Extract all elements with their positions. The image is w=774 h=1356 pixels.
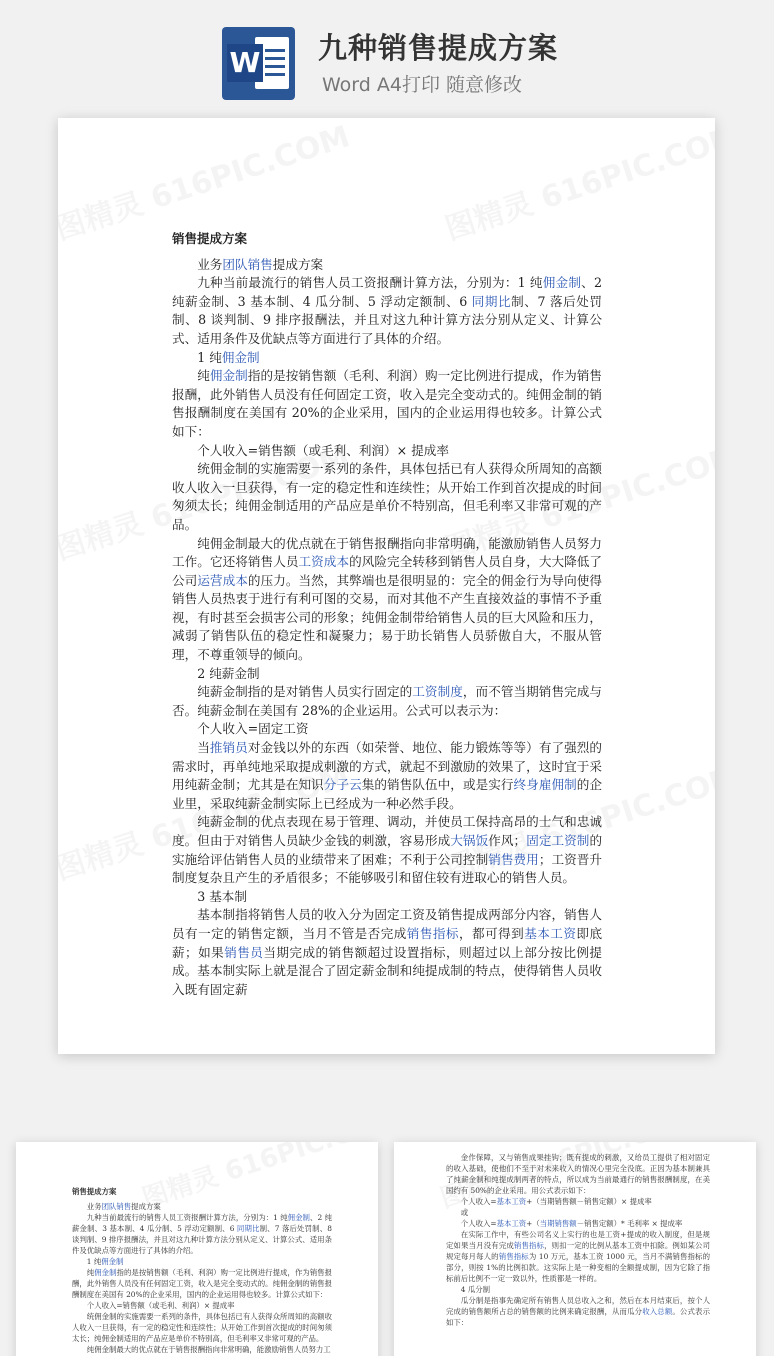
thumbnail-paragraphs <box>446 1152 710 1328</box>
paragraph-text: 纯薪金制的优点表现在易于管理、调动，并使员工保持高昂的士气和忠诚度。但由于对销售人员缺少金钱的刺激，容易形成 <box>172 814 602 848</box>
keyword-link[interactable]: 收入总额 <box>642 1307 673 1316</box>
paragraph <box>446 1295 710 1328</box>
document-body <box>172 230 602 999</box>
keyword-link[interactable]: 同期比 <box>471 293 512 309</box>
paragraph-text: 集的销售队伍中，或是实行 <box>361 777 514 793</box>
paragraph-text: －销售定额）* 毛利率 × 提成率 <box>576 1219 683 1228</box>
keyword-link[interactable]: 团队销售 <box>101 1202 132 1211</box>
paragraph-text: ，则扣一定的比例从基本工资中扣除。例如某公司规定每月每人的 <box>446 1241 710 1261</box>
paragraph-text: 个人收入=固定工资 <box>197 721 309 737</box>
keyword-link[interactable]: 销售指标 <box>498 1252 529 1261</box>
keyword-link[interactable]: 大锅饭 <box>450 833 489 848</box>
paragraph-text: 为 10 万元，基本工资 1000 元，当月不满销售指标的部分，则按 1%的比例扣款。这实际上是一种变相的全额提成制，因为它除了指标前后比例不一定一致以外，性质都是一样的。 <box>446 1252 710 1283</box>
paragraph-text: 提成方案 <box>131 1202 161 1211</box>
keyword-link[interactable]: 工资成本 <box>298 554 350 570</box>
keyword-link[interactable]: 团队销售 <box>222 256 273 272</box>
page-thumbnail-2[interactable] <box>394 1142 756 1356</box>
paragraph <box>172 535 602 665</box>
paragraph <box>172 665 602 684</box>
word-logo-icon <box>222 27 295 100</box>
paragraph <box>172 888 602 907</box>
paragraph-text: 。公式表示如下： <box>446 1307 710 1327</box>
keyword-link[interactable]: 固定工资制 <box>526 833 590 848</box>
paragraph-text: 1 纯 <box>86 1257 102 1266</box>
keyword-link[interactable]: 销售指标 <box>513 1241 545 1250</box>
thumbnail-heading: 销售提成方案 <box>72 1187 117 1196</box>
paragraph-text: 、2 纯薪金制、3 基本制、4 瓜分制、5 浮动定额制、6 <box>172 275 603 309</box>
keyword-link[interactable]: 基本工资 <box>496 1219 527 1228</box>
paragraph-text: 或 <box>460 1208 469 1217</box>
paragraph-text: 对金钱以外的东西（如荣誉、地位、能力锻炼等等）有了强烈的需求时，再单纯地采取提成刺激的方式，就起不到激励的效果了，这时宜于采用纯薪金制；尤其是在知识 <box>172 740 603 793</box>
paragraph-text: 、2 纯薪金制、3 基本制、4 瓜分制、5 浮动定额制、6 <box>72 1213 332 1233</box>
paragraph-text: 纯薪金制指的是对销售人员实行固定的 <box>197 684 413 700</box>
paragraph <box>446 1284 710 1295</box>
paragraph-text: 指的是按销售额（毛利、利润）购一定比例进行提成，作为销售报酬，此外销售人员没有任何固定工资，收入是完全变动式的。纯佣金制的销售报酬制度在美国有 20%的企业采用，国内的企业运用得也较多。计算公式如下： <box>72 1268 332 1299</box>
paragraph-text: ，而不管当期销售完成与否。纯薪金制在美国有 28%的企业运用。公式可以表示为： <box>172 684 603 718</box>
keyword-link[interactable]: 分子云 <box>323 777 362 793</box>
paragraph <box>72 1256 332 1267</box>
thumbnail-body <box>446 1152 710 1328</box>
paragraph <box>172 683 602 720</box>
paragraph-text: 2 纯薪金制 <box>197 665 260 681</box>
paragraph-text: 作风； <box>488 833 527 848</box>
keyword-link[interactable]: 佣金制 <box>209 368 248 384</box>
watermark <box>439 118 715 248</box>
paragraph <box>72 1212 332 1256</box>
keyword-link[interactable]: 当期销售额 <box>539 1219 577 1228</box>
paragraph <box>446 1152 710 1196</box>
word-letter: W <box>227 44 263 82</box>
paragraph <box>172 256 602 275</box>
paragraph-text: 纯 <box>86 1268 95 1277</box>
document-page-preview <box>58 118 715 1054</box>
paragraph-text: 的企业里，采取纯薪金制实际上已经成为一种必然手段。 <box>172 777 603 811</box>
paragraph-text: 业务 <box>86 1202 102 1211</box>
paragraph <box>172 442 602 461</box>
page-thumbnail-1[interactable] <box>16 1142 378 1356</box>
keyword-link[interactable]: 佣金制 <box>287 1213 311 1222</box>
paragraph-text: 瓜分制是指事先确定所有销售人员总收入之和，然后在本月结束后，按个人完成的销售额所占总的销售额的比例来确定报酬，从而瓜分 <box>446 1296 710 1316</box>
keyword-link[interactable]: 终身雇佣制 <box>513 777 577 793</box>
keyword-link[interactable]: 工资制度 <box>412 684 463 700</box>
paragraph-text: 统佣金制的实施需要一系列的条件，具体包括已有人获得众所周知的高额收人收入一旦获得，有一定的稳定性和连续性；从开始工作到首次提成的时间匆须太长；纯佣金制适用的产品应是单价不特别高，但毛利率又非常可观的产品。 <box>172 461 602 532</box>
paragraph-text: 1 纯 <box>197 349 222 365</box>
page-subtitle: Word A4打印 随意修改 <box>322 74 523 96</box>
keyword-link[interactable]: 佣金制 <box>221 349 260 365</box>
paragraph-text: 业务 <box>197 256 223 272</box>
paragraph-text: 4 瓜分制 <box>460 1285 491 1294</box>
paragraph-text: 个人收入= <box>460 1197 497 1206</box>
paragraph-text: +（ <box>526 1219 540 1228</box>
keyword-link[interactable]: 基本工资 <box>496 1197 527 1206</box>
keyword-link[interactable]: 推销员 <box>209 740 248 756</box>
keyword-link[interactable]: 运营成本 <box>197 572 248 588</box>
paragraph-text: +（当期销售额－销售定额）× 提成率 <box>526 1197 652 1206</box>
paragraph-text: 的风险完全转移到销售人员自身，大大降低了公司 <box>172 554 603 588</box>
paragraph-text: 在实际工作中，有些公司名义上实行的也是工资+提成的收入制度，但是规定如果当月没有完成 <box>446 1230 710 1250</box>
paragraph-text: 制、7 落后处罚制、8 谈判制、9 排序报酬法，并且对这九种计算方法分别从定义、计算公式、适用条件及优缺点等方面进行了具体的介绍。 <box>72 1224 332 1255</box>
paragraph <box>72 1267 332 1300</box>
keyword-link[interactable]: 销售费用 <box>488 851 539 867</box>
watermark <box>58 118 354 248</box>
paragraph <box>446 1196 710 1207</box>
paragraph <box>446 1207 710 1218</box>
paragraph-text: 的实施给评估销售人员的业绩带来了困难；不利于公司控制 <box>172 833 603 867</box>
paragraph-text: 当 <box>197 740 210 756</box>
thumbnail-body <box>72 1186 332 1355</box>
paragraph <box>72 1201 332 1212</box>
keyword-link[interactable]: 基本工资 <box>524 925 577 941</box>
paragraph <box>72 1344 332 1355</box>
paragraph-text: 九种当前最流行的销售人员工资报酬计算方法，分别为：1 纯 <box>197 275 543 291</box>
keyword-link[interactable]: 销售指标 <box>406 925 459 941</box>
keyword-link[interactable]: 销售员 <box>224 944 264 960</box>
paragraph <box>172 720 602 739</box>
paragraph <box>172 349 602 368</box>
keyword-link[interactable]: 佣金制 <box>101 1257 124 1266</box>
paragraph <box>446 1218 710 1229</box>
document-heading: 销售提成方案 <box>172 231 248 246</box>
paragraph-text: 的压力。当然，其弊端也是很明显的：完全的佣金行为导向使得销售人员热衷于进行有利可图的交易，而对其他不产生直接效益的事情不予重视，有时甚至会损害公司的形象；纯佣金制带给销售人员的巨大风险和压力，减弱了销售队伍的稳定性和凝聚力；易于助长销售人员骄傲自大，不服从管理，不尊重领导的倾向。 <box>172 572 603 663</box>
paragraph-text: 纯 <box>197 368 210 384</box>
paragraph-text: 纯佣金制最大的优点就在于销售报酬指向非常明确，能激励销售人员努力工作。它还将销售人员 <box>172 535 602 570</box>
keyword-link[interactable]: 佣金制 <box>542 275 582 291</box>
paragraph-text: 金作保障，又与销售成果挂钩；既有提成的刺激，又给员工提供了相对固定的收入基础，使他们不至于对未来收入的情况心里完全没底。正因为基本制兼具了纯薪金制和纯提成制两者的特点，所以成为当前最通行的销售报酬制度，在美国约有 50%的企业采用。用公式表示如下： <box>446 1153 710 1195</box>
paragraph <box>172 813 602 887</box>
paragraph-text: 制、7 落后处罚制、8 谈判制、9 排序报酬法，并且对这九种计算方法分别从定义、计算公式、适用条件及优缺点等方面进行了具体的介绍。 <box>172 293 602 346</box>
paragraph-text: 基本制指将销售人员的收入分为固定工资及销售提成两部分内容，销售人员有一定的销售定额，当月不管是否完成 <box>172 907 602 941</box>
paragraph-text: 个人收入= <box>460 1219 497 1228</box>
paragraph-text: 九种当前最流行的销售人员工资报酬计算方法，分别为：1 纯 <box>86 1213 288 1222</box>
paragraph-text: 当期完成的销售额超过设置指标，则超过以上部分按比例提成。基本制实际上就是混合了固定薪金制和纯提成制的特点，使得销售人员收入既有固定薪 <box>172 944 603 997</box>
document-paragraphs <box>172 256 602 1000</box>
paragraph-text: 统佣金制的实施需要一系列的条件，具体包括已有人获得众所周知的高额收人收入一旦获得，有一定的稳定性和连续性；从开始工作到首次提成的时间匆须太长；纯佣金制适用的产品应是单价不特别高，但毛利率又非常可观的产品。 <box>72 1312 332 1343</box>
paragraph-text: ，都可得到 <box>458 925 525 941</box>
page-header <box>0 0 774 108</box>
paragraph <box>172 460 602 534</box>
paragraph-text: 3 基本制 <box>197 888 247 904</box>
paragraph <box>172 906 602 999</box>
paragraph <box>72 1300 332 1311</box>
keyword-link[interactable]: 同期比 <box>236 1224 260 1233</box>
paragraph-text: 提成方案 <box>272 256 324 272</box>
paragraph <box>172 367 602 441</box>
paragraph-text: 个人收入=销售额（或毛利、利润）× 提成率 <box>86 1301 235 1310</box>
paragraph <box>72 1311 332 1344</box>
paragraph <box>172 739 602 813</box>
paragraph-text: 个人收入=销售额（或毛利、利润）× 提成率 <box>197 442 449 458</box>
thumbnail-paragraphs <box>72 1201 332 1355</box>
paragraph <box>172 274 602 348</box>
paragraph-text: 纯佣金制最大的优点就在于销售报酬指向非常明确，能激励销售人员努力工 <box>86 1345 331 1354</box>
keyword-link[interactable]: 佣金制 <box>94 1268 117 1277</box>
paragraph-text: 即底薪；如果 <box>172 925 603 960</box>
paragraph <box>446 1229 710 1284</box>
paragraph-text: ；工资晋升制度复杂且产生的矛盾很多；不能够吸引和留住较有进取心的销售人员。 <box>172 851 603 886</box>
page-title: 九种销售提成方案 <box>318 31 559 65</box>
paragraph-text: 指的是按销售额（毛利、利润）购一定比例进行提成，作为销售报酬，此外销售人员没有任何固定工资，收入是完全变动式的。纯佣金制的销售报酬制度在美国有 20%的企业采用，国内的企业运用得也较多。计算公式如下： <box>172 368 603 439</box>
